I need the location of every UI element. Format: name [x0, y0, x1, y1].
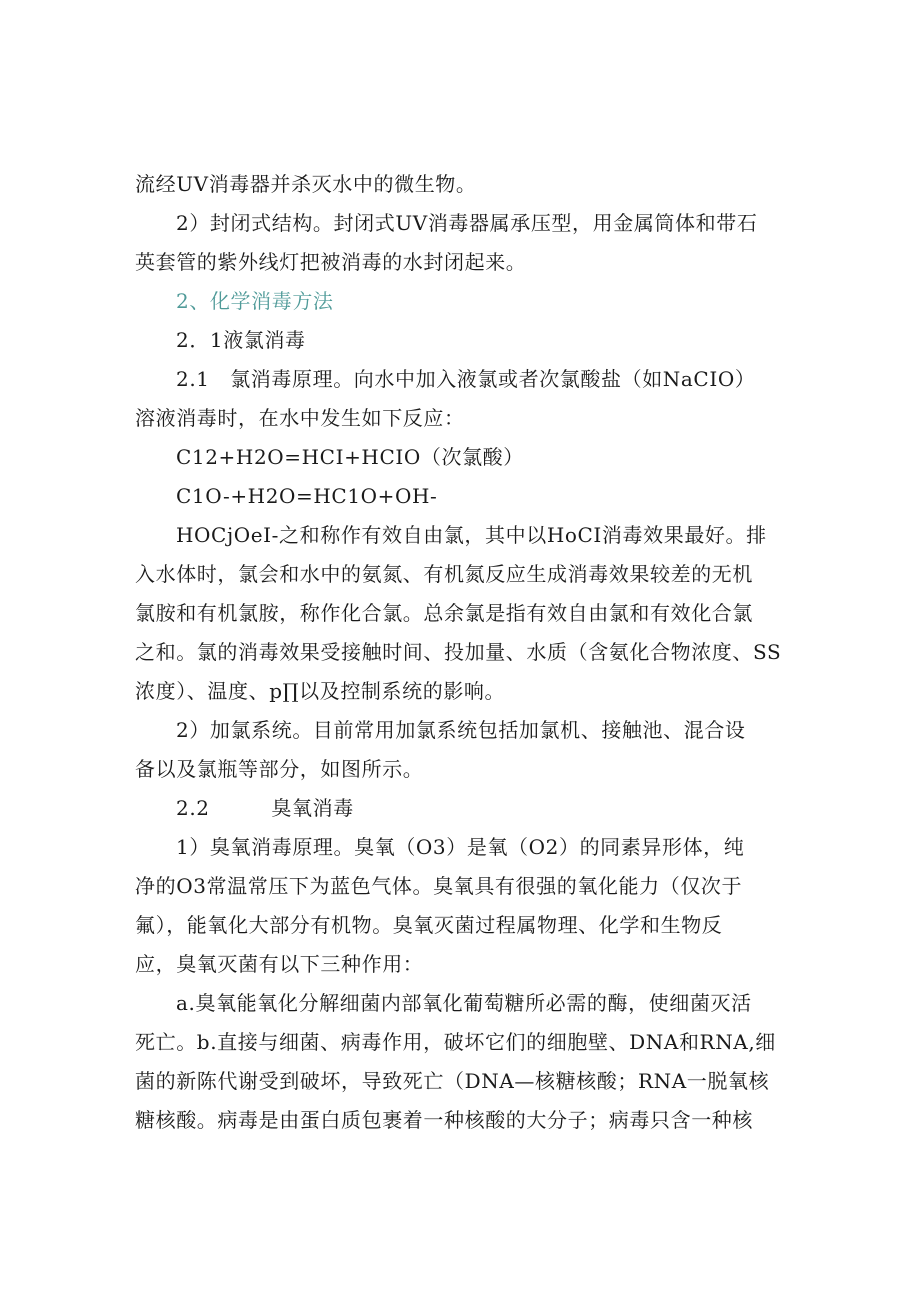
text-line: 1）臭氧消毒原理。臭氧（O3）是氧（O2）的同素异形体，纯 [176, 835, 745, 859]
formula-line: C1O-+H2O=HC1O+OH- [176, 484, 438, 508]
text-line: 菌的新陈代谢受到破坏，导致死亡（DNA—核糖核酸；RNA一脱氧核 [135, 1069, 770, 1093]
text-line: 氟），能氧化大部分有机物。臭氧灭菌过程属物理、化学和生物反 [135, 913, 723, 937]
text-line: 浓度）、温度、p∏以及控制系统的影响。 [135, 679, 506, 703]
text-line: 2）封闭式结构。封闭式UV消毒器属承压型，用金属筒体和带石 [176, 211, 758, 235]
text-line: 溶液消毒时，在水中发生如下反应： [135, 406, 465, 430]
text-line: 应，臭氧灭菌有以下三种作用： [135, 952, 424, 976]
text-line: a.臭氧能氧化分解细菌内部氧化葡萄糖所必需的酶，使细菌灭活 [176, 991, 752, 1015]
text-line: 备以及氯瓶等部分，如图所示。 [135, 757, 424, 781]
formula-line: C12+H2O=HCI+HCIO（次氯酸） [176, 445, 524, 469]
text-line: 流经UV消毒器并杀灭水中的微生物。 [135, 172, 477, 196]
text-line: 英套管的紫外线灯把被消毒的水封闭起来。 [135, 250, 527, 274]
text-line: 净的O3常温常压下为蓝色气体。臭氧具有很强的氧化能力（仅次于 [135, 874, 743, 898]
text-line: 氯胺和有机氯胺，称作化合氯。总余氯是指有效自由氯和有效化合氯 [135, 601, 753, 625]
text-line: 2）加氯系统。目前常用加氯系统包括加氯机、接触池、混合设 [176, 718, 746, 742]
subsection-heading: 2．1液氯消毒 [176, 328, 306, 352]
text-line: HOCjOeI-之和称作有效自由氯，其中以HoCI消毒效果最好。排 [176, 523, 767, 547]
text-line: 死亡。b.直接与细菌、病毒作用，破坏它们的细胞壁、DNA和RNA,细 [135, 1030, 776, 1054]
subsection-heading: 2.2 臭氧消毒 [176, 796, 354, 820]
text-line: 糖核酸。病毒是由蛋白质包裹着一种核酸的大分子；病毒只含一种核 [135, 1108, 753, 1132]
text-line: 入水体时，氯会和水中的氨氮、有机氮反应生成消毒效果较差的无机 [135, 562, 753, 586]
text-line: 之和。氯的消毒效果受接触时间、投加量、水质（含氨化合物浓度、SS [135, 640, 782, 664]
text-line: 2.1 氯消毒原理。向水中加入液氯或者次氯酸盐（如NaCIO） [176, 367, 756, 391]
section-heading: 2、化学消毒方法 [176, 289, 334, 313]
